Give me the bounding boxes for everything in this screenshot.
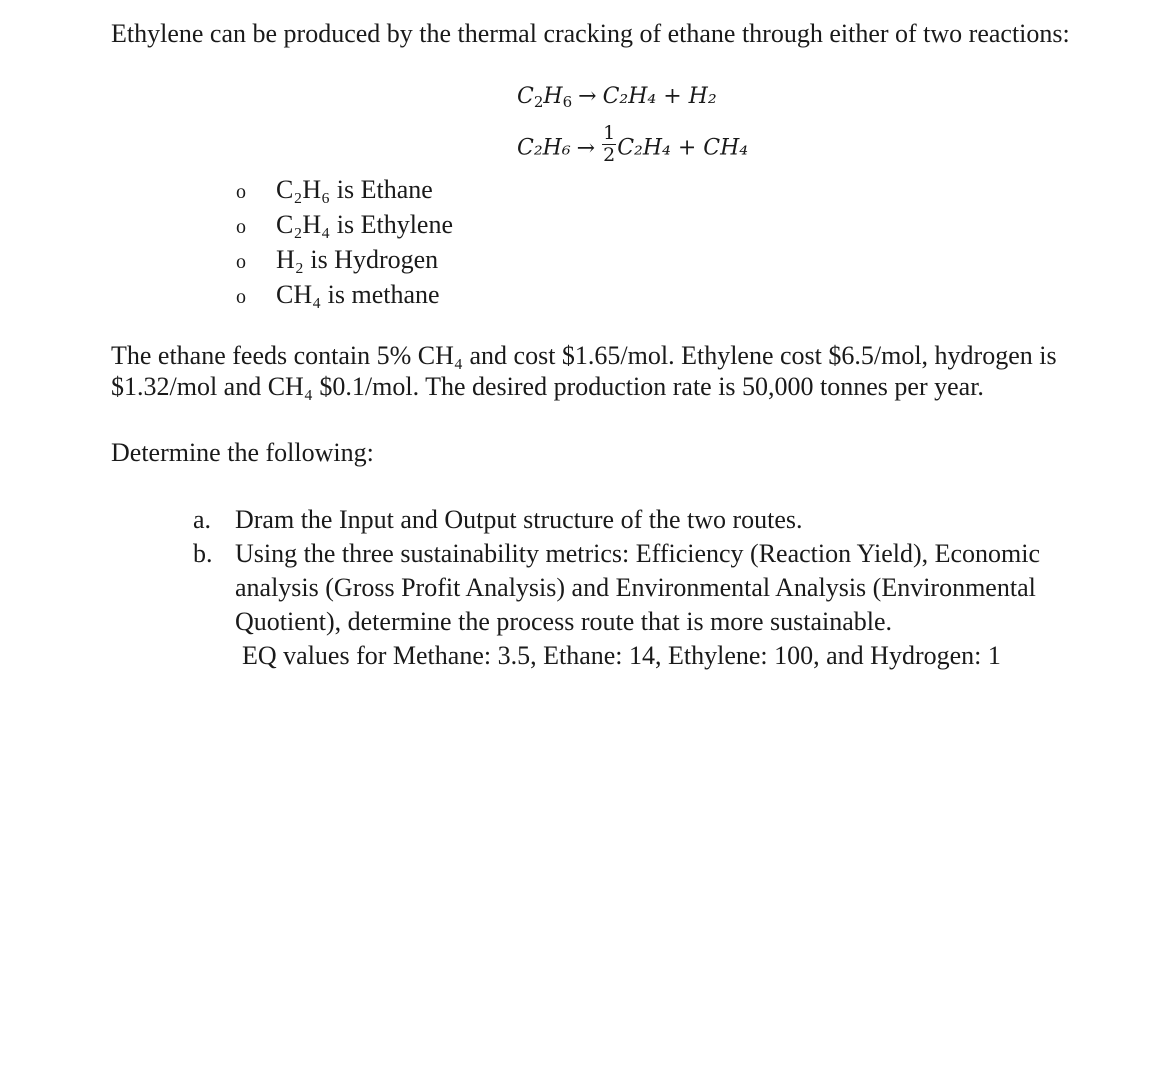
eq-values-line: EQ values for Methane: 3.5, Ethane: 14, Ethylene: 100, and Hydrogen: 1 [242,641,1001,670]
bullet-icon: o [236,286,246,308]
list-item [193,537,1113,639]
task-text: Dram the Input and Output structure of the two routes. [235,505,803,534]
eq1-lhs: $C_2H_6$ [517,84,573,111]
bullet-icon: o [236,251,246,273]
eq2-lhs: C₂H₆ [517,135,571,161]
definitions-list [236,174,453,314]
reaction-equation-1 [517,84,717,111]
bullet-icon: o [236,216,246,238]
eq2-rhs: C₂H₄ + CH₄ [617,135,749,161]
definition-text: CH₄ is methane [276,280,440,309]
eq2-arrow: → [576,135,596,161]
list-item [236,244,453,279]
list-item [193,503,1113,537]
eq2-fraction: $\frac{1}{2}$ [603,122,616,166]
list-item [236,209,453,244]
task-list [193,503,1113,639]
eq1-arrow: → [578,84,597,109]
definition-text: C₂H₆ is Ethane [276,175,433,204]
determine-heading: Determine the following: [111,438,374,467]
feeds-paragraph: The ethane feeds contain 5% CH₄ and cost $1.65/mol. Ethylene cost $6.5/mol, hydrogen is $1.32/mol and CH₄ $0.1/mol. The desired production rate is 50,000 tonnes per year. [111,341,1057,401]
eq1-rhs: C₂H₄ + H₂ [602,84,717,109]
reaction-equation-2 [517,122,749,169]
definition-text: H₂ is Hydrogen [276,245,439,274]
task-text: Using the three sustainability metrics: Efficiency (Reaction Yield), Economic analysis (Gross Profit Analysis) and Environmental Analysis (Environmental Quotient), determine the process route that is more sustainable. [235,539,1041,636]
list-item [236,279,453,314]
task-marker: a. [193,505,212,534]
intro-text: Ethylene can be produced by the thermal cracking of ethane through either of two reactions: [111,19,1070,48]
definition-text: C₂H₄ is Ethylene [276,210,453,239]
task-marker: b. [193,539,213,568]
list-item [236,174,453,209]
bullet-icon: o [236,181,246,203]
